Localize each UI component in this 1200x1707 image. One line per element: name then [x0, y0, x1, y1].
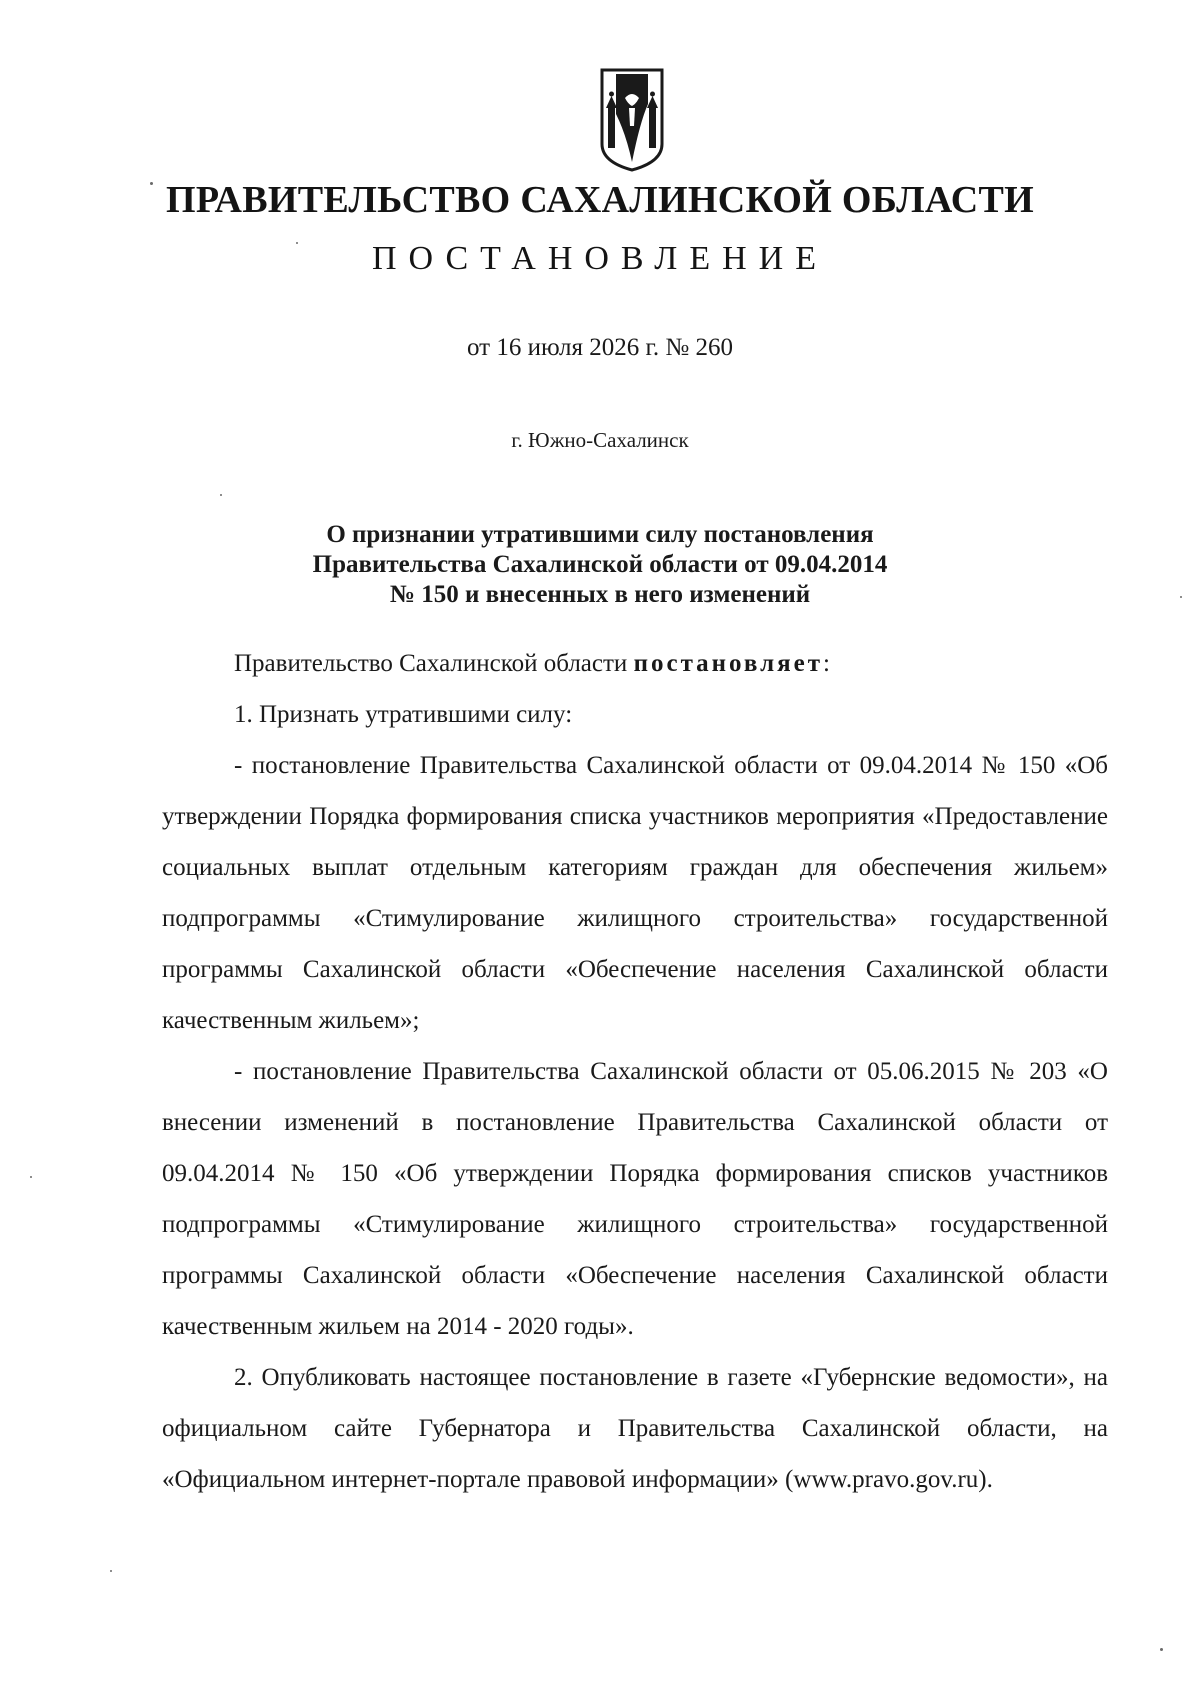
- item-1-clause-b: - постановление Правительства Сахалинской области от 05.06.2015 № 203 «О внесении изменений в постановление Правительства Сахалинской области от 09.04.2014 № 150 «Об утверждении Порядка формирования списков участников подпрограммы «Стимулирование жилищного строительства» государственной программы Сахалинской области «Обеспечение населения Сахалинской области качественным жильем на 2014 - 2020 годы».: [162, 1058, 1108, 1340]
- scan-speck: [1160, 1648, 1163, 1651]
- document-date-number: от 16 июля 2026 г. № 260: [466, 334, 734, 361]
- document-subject: [0, 520, 1200, 610]
- government-name: ПРАВИТЕЛЬСТВО САХАЛИНСКОЙ ОБЛАСТИ: [166, 179, 1034, 221]
- scan-speck: [150, 182, 153, 185]
- subject-line-1: О признании утратившими силу постановления: [326, 521, 874, 548]
- scan-speck: [296, 242, 298, 244]
- item-2-paragraph: 2. Опубликовать настоящее постановление в газете «Губернские ведомости», на официальном сайте Губернатора и Правительства Сахалинской области, на «Официальном интернет-портале правовой информации» (www.pravo.gov.ru).: [162, 1364, 1108, 1493]
- scan-speck: [110, 1570, 112, 1572]
- scan-speck: [1180, 596, 1182, 598]
- subject-line-2: Правительства Сахалинской области от 09.04.2014: [312, 551, 888, 578]
- scan-speck: [30, 1176, 32, 1178]
- item-1-title: 1. Признать утратившими силу:: [234, 701, 573, 728]
- document-body: [162, 638, 1108, 1505]
- document-type: ПОСТАНОВЛЕНИЕ: [371, 240, 829, 277]
- intro-suffix: :: [823, 650, 830, 677]
- item-1-clause-a: - постановление Правительства Сахалинской области от 09.04.2014 № 150 «Об утверждении Порядка формирования списка участников мероприятия «Предоставление социальных выплат отдельным категориям граждан для обеспечения жильем» подпрограммы «Стимулирование жилищного строительства» государственной программы Сахалинской области «Обеспечение населения Сахалинской области качественным жильем»;: [162, 752, 1108, 1034]
- subject-line-3: № 150 и внесенных в него изменений: [389, 581, 811, 608]
- intro-keyword: постановляет: [633, 650, 824, 677]
- document-city: г. Южно-Сахалинск: [511, 428, 689, 452]
- sakhalin-coat-of-arms-icon: [596, 64, 668, 174]
- scan-speck: [220, 494, 222, 496]
- intro-paragraph: [162, 638, 1108, 689]
- intro-prefix: Правительство Сахалинской области: [234, 650, 634, 677]
